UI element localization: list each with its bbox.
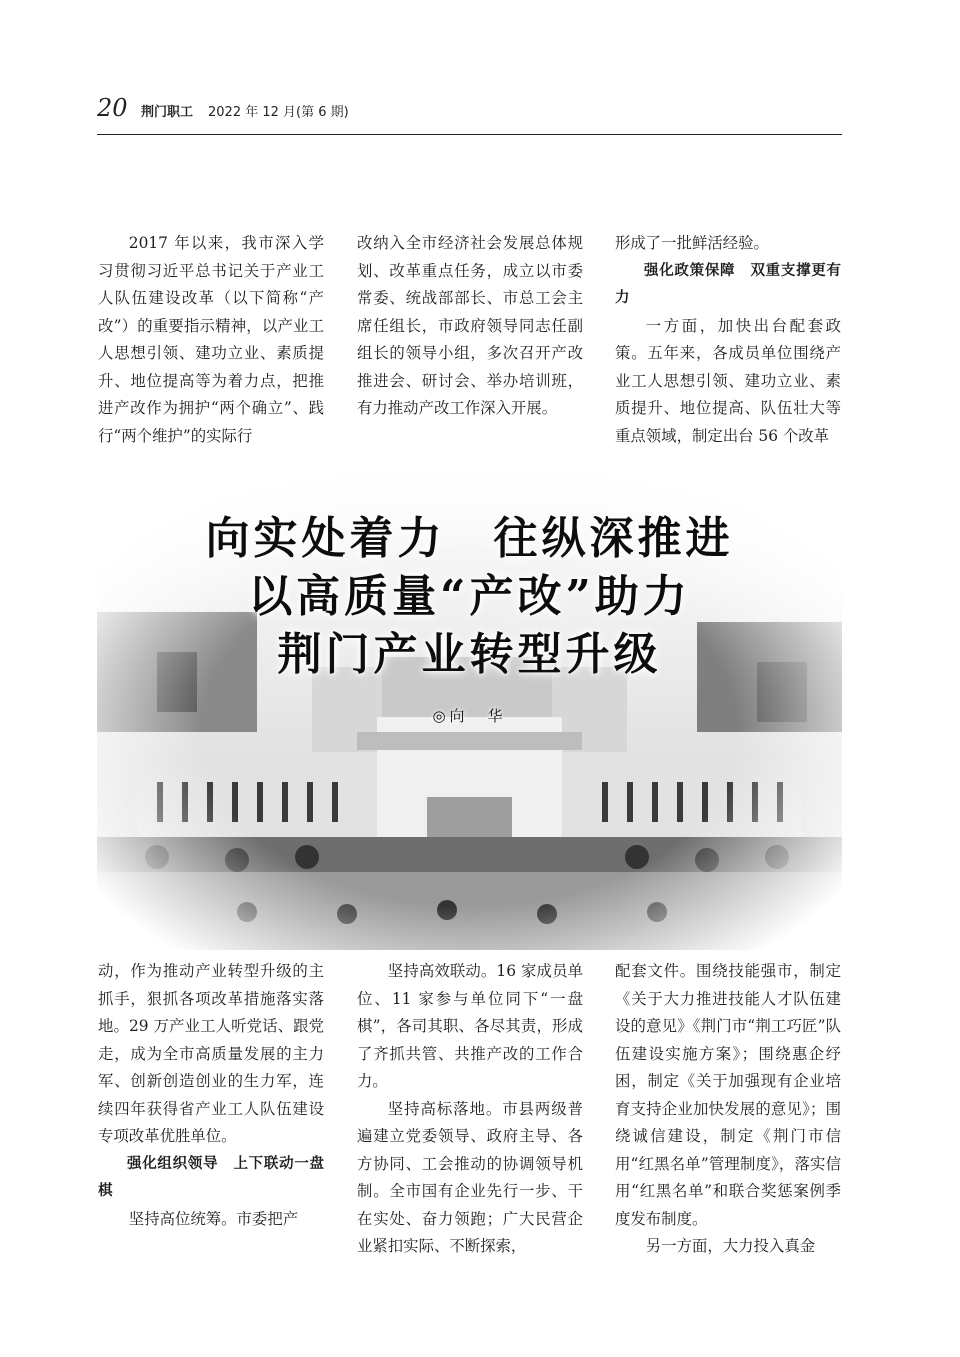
column-bottom-left [98,958,324,1233]
paragraph: 坚持高效联动。16 家成员单位、11 家参与单位同下“一盘棋”，各司其职、各尽其责，形成了齐抓共管、共推产改的工作合力。 [357,962,583,1090]
publication-name: 荆门职工 [141,105,194,120]
column-bottom-right [615,958,841,1261]
column-top-middle [357,230,583,423]
paragraph: 坚持高位统筹。市委把产 [128,1209,299,1228]
column-top-right [615,230,841,450]
page-number: 20 [97,94,128,122]
author-byline: ◎向 华 [432,707,507,725]
hero-banner [97,462,842,950]
article-title-line-1: 向实处着力 往纵深推进 [205,513,734,564]
paragraph: 一方面，加快出台配套政策。五年来，各成员单位围绕产业工人思想引领、建功立业、素质提升、地位提高、队伍壮大等重点领域，制定出台 56 个改革 [615,316,841,445]
paragraph-continued: 动，作为推动产业转型升级的主抓手，狠抓各项改革措施落实落地。29 万产业工人听党话、跟党走，成为全市高质量发展的主力军、创新创造创业的生力军，连续四年获得省产业工人队伍建设专项改革优胜单位。 [98,962,324,1145]
column-bottom-middle [357,958,583,1261]
paragraph-continued: 改纳入全市经济社会发展总体规划、改革重点任务，成立以市委常委、统战部部长、市总工会主席任组长，市政府领导同志任副组长的领导小组，多次召开产改推进会、研讨会、举办培训班，有力推动产改工作深入开展。 [357,234,583,417]
issue-info: 2022 年 12 月(第 6 期) [208,105,349,120]
intro-paragraph: 2017 年以来，我市深入学习贯彻习近平总书记关于产业工人队伍建设改革（以下简称“产改”）的重要指示精神，以产业工人思想引领、建功立业、素质提升、地位提高等为着力点，把推进产改作为拥护“两个确立”、践行“两个维护”的实际行 [98,234,324,445]
paragraph: 另一方面，大力投入真金 [645,1237,816,1255]
column-top-left [98,230,324,450]
article-title-line-3: 荆门产业转型升级 [277,629,662,680]
paragraph: 坚持高标落地。市县两级普遍建立党委领导、政府主导、各方协同、工会推动的协调领导机制。全市国有企业先行一步、干在实处、奋力领跑；广大民营企业紧扣实际、不断探索， [357,1099,583,1255]
section-heading-organization: 强化组织领导 上下联动一盘棋 [98,1155,324,1199]
paragraph-continued: 配套文件。围绕技能强市，制定《关于大力推进技能人才队伍建设的意见》《荆门市“荆工巧匠”队伍建设实施方案》；围绕惠企纾困，制定《关于加强现有企业培育支持企业加快发展的意见》；围绕诚信建设，制定《荆门市信用“红黑名单”管理制度》，落实信用“红黑名单”和联合奖惩案例季度发布制度。 [615,962,841,1228]
paragraph-continued: 形成了一批鲜活经验。 [615,234,769,252]
page-header [97,94,842,135]
article-title-line-2: 以高质量“产改”助力 [248,571,691,622]
section-heading-policy: 强化政策保障 双重支撑更有力 [615,262,841,306]
